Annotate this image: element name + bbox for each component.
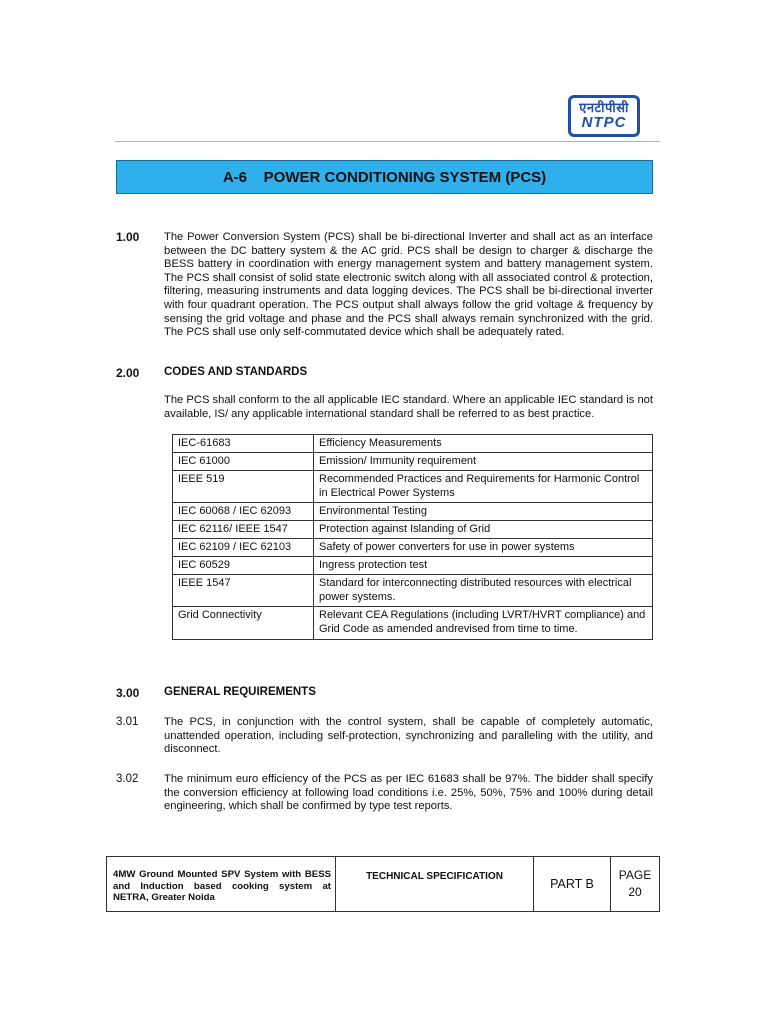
standard-desc-cell: Standard for interconnecting distributed resources with electrical power systems. [314,575,653,607]
table-row [173,471,653,503]
footer-table [106,856,660,912]
standards-table [172,434,653,640]
section-2-text: The PCS shall conform to the all applicable IEC standard. Where an applicable IEC standard is not available, IS/ any applicable international standard shall be referred to as best practice. [164,394,653,420]
logo-hindi-text: एनटीपीसी [579,100,629,115]
footer-page-label: PAGE [618,868,652,882]
footer-project: 4MW Ground Mounted SPV System with BESS and Induction based cooking system at NETRA, Greater Noida [107,857,336,912]
section-2-number: 2.00 [116,366,140,380]
standard-desc-cell: Environmental Testing [314,503,653,521]
standard-code-cell: IEC 61000 [173,453,314,471]
standard-code-cell: IEEE 519 [173,471,314,503]
standard-code-cell: IEC 62116/ IEEE 1547 [173,521,314,539]
footer-part: PART B [534,857,611,912]
item-3-02-text: The minimum euro efficiency of the PCS as per IEC 61683 shall be 97%. The bidder shall specify the conversion efficiency at following load conditions i.e. 25%, 50%, 75% and 100% during detail engineering, which shall be confirmed by type test reports. [164,773,653,813]
page-title [116,160,653,194]
item-3-01-text: The PCS, in conjunction with the control system, shall be capable of completely automatic, unattended operation, including self-protection, synchronizing and paralleling with the utility, and disconnect. [164,716,653,756]
standard-desc-cell: Emission/ Immunity requirement [314,453,653,471]
standard-code-cell: Grid Connectivity [173,607,314,640]
title-code: A-6 [222,168,247,186]
item-3-01-number: 3.01 [116,716,139,728]
item-3-02-number: 3.02 [116,773,139,785]
section-3-heading: GENERAL REQUIREMENTS [164,686,316,698]
standard-code-cell: IEC 60529 [173,557,314,575]
footer-page-number: 20 [628,885,642,899]
table-row [173,557,653,575]
table-row [173,435,653,453]
header-rule [115,141,660,142]
section-3-number: 3.00 [116,686,140,700]
standard-code-cell: IEC 62109 / IEC 62103 [173,539,314,557]
table-row [173,453,653,471]
standard-code-cell: IEC-61683 [173,435,314,453]
section-1-number: 1.00 [116,230,140,244]
standard-desc-cell: Recommended Practices and Requirements for Harmonic Control in Electrical Power Systems [314,471,653,503]
standard-desc-cell: Relevant CEA Regulations (including LVRT/HVRT compliance) and Grid Code as amended andrevised from time to time. [314,607,653,640]
table-row [173,503,653,521]
logo-english-text: NTPC [581,114,627,131]
standard-desc-cell: Efficiency Measurements [314,435,653,453]
standard-code-cell: IEEE 1547 [173,575,314,607]
standard-desc-cell: Ingress protection test [314,557,653,575]
footer-page [611,857,660,912]
standard-desc-cell: Protection against Islanding of Grid [314,521,653,539]
table-row [173,539,653,557]
table-row [173,575,653,607]
title-text: POWER CONDITIONING SYSTEM (PCS) [263,168,547,186]
standard-desc-cell: Safety of power converters for use in power systems [314,539,653,557]
section-2-heading: CODES AND STANDARDS [164,366,308,378]
ntpc-logo [568,95,640,137]
footer-doc-type: TECHNICAL SPECIFICATION [336,857,534,912]
standard-code-cell: IEC 60068 / IEC 62093 [173,503,314,521]
table-row [173,607,653,640]
section-1-text: The Power Conversion System (PCS) shall be bi-directional Inverter and shall act as an interface between the DC battery system & the AC grid. PCS shall be design to charger & discharge the BESS battery in coordination with energy management system and battery management system. The PCS shall consist of solid state electronic switch along with all associated control & protection, filtering, measuring instruments and data logging devices. The PCS shall be bi-directional inverter with four quadrant operation. The PCS output shall always follow the grid voltage & frequency by sensing the grid voltage and phase and the PCS shall always remain synchronized with the grid. The PCS shall use only self-commutated device which shall be adequately rated. [164,231,653,339]
table-row [173,521,653,539]
